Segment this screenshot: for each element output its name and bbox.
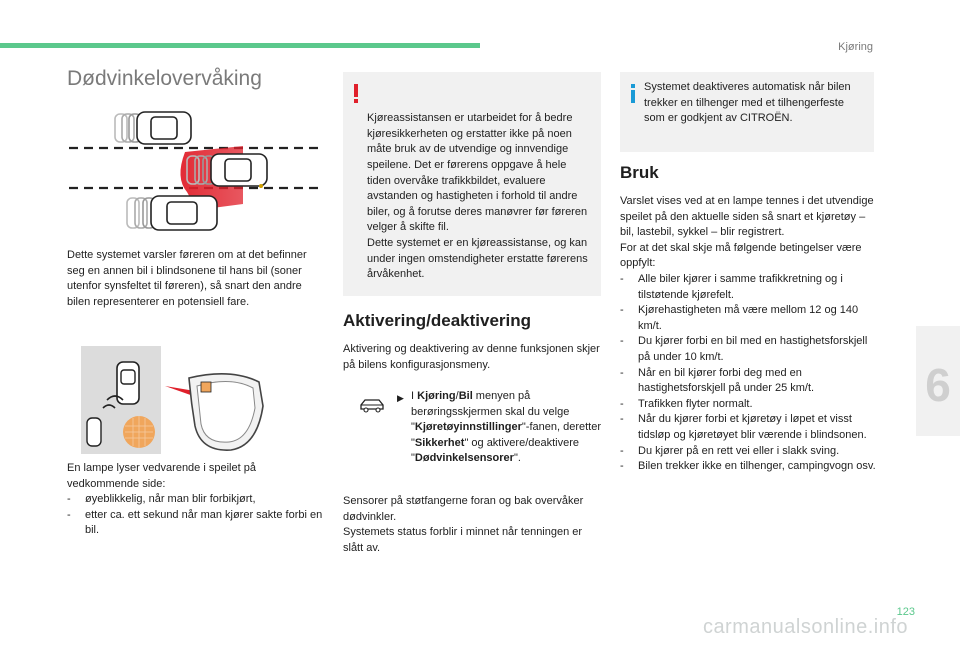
- info-box: [620, 72, 874, 152]
- lamp-description: [67, 461, 325, 539]
- mirror-lamp-illustration: [81, 346, 267, 454]
- list-item: - Du kjører på en rett vei eller i slakk sving.: [620, 444, 878, 460]
- car-bottom-icon: [127, 196, 217, 230]
- list-item: - Du kjører forbi en bil med en hastighetsforskjell på under 10 km/t.: [620, 334, 878, 365]
- step-text-3: menyen på berøringsskjermen skal du velge ": [411, 390, 570, 434]
- step-text-1: I: [411, 390, 418, 402]
- list-item: - øyeblikkelig, når man blir forbikjørt,: [67, 492, 325, 508]
- menu-kjoring: Kjøring: [417, 390, 456, 402]
- activation-step: [343, 389, 601, 489]
- section-heading-activation: Aktivering/deaktivering: [343, 311, 532, 330]
- conditions-list: [620, 272, 878, 475]
- chapter-number: 6: [925, 359, 951, 411]
- warning-box: [343, 72, 601, 296]
- lamp-text: En lampe lyser vedvarende i speilet på vedkommende side:: [67, 462, 256, 490]
- step-text-5: " og aktivere/deaktivere ": [411, 436, 580, 465]
- step-text-6: ".: [513, 452, 521, 465]
- step-text-2: /: [455, 390, 459, 402]
- lamp-list: [67, 492, 325, 539]
- list-item: - Bilen trekker ikke en tilhenger, campingvogn osv.: [620, 459, 878, 475]
- step-text-4: "-fanen, deretter ": [411, 421, 601, 449]
- info-icon: [628, 84, 638, 104]
- list-item: - Når du kjører forbi et kjøretøy i løpet et visst tidsløp og kjøretøyet blir værende i blindsonen.: [620, 412, 878, 443]
- list-item: - Alle biler kjører i samme trafikkretning og i tilstøtende kjørefelt.: [620, 272, 878, 303]
- header-accent-bar: [0, 43, 480, 48]
- car-top-icon: [115, 112, 191, 144]
- sensors-paragraph: Sensorer på støtfangerne foran og bak overvåker dødvinkler. Systemets status forblir i minnet når tenningen er slått av.: [343, 495, 584, 554]
- page-number: 123: [896, 606, 915, 618]
- tab-kjoretoyinnstillinger: Kjøretøyinnstillinger: [414, 421, 522, 434]
- triangle-right-icon: ▶: [397, 393, 404, 403]
- chapter-tab: [916, 326, 960, 436]
- list-item: - Kjørehastigheten må være mellom 12 og 140 km/t.: [620, 303, 878, 334]
- page-title: Dødvinkelovervåking: [67, 67, 262, 90]
- list-item: - etter ca. ett sekund når man kjører sakte forbi en bil.: [67, 508, 325, 539]
- activation-intro: Aktivering og deaktivering av denne funksjonen skjer på bilens konfigurasjonsmeny.: [343, 343, 600, 371]
- blind-spot-illustration: [67, 106, 325, 236]
- warning-text: Kjøreassistansen er utarbeidet for å bedre kjøresikkerheten og erstatter ikke på noen måte bruk av de utvendige og innvendige speilene. Det er førerens oppgave å hele tiden overvåke trafikkbildet, evaluere avstanden og hastigheten i forhold til andre biler, og å forutse deres manøvrer før føreren velger å skifte fil. Dette systemet er en kjøreassistanse, og kan under ingen omstendigheter erstatte førerens årvåkenhet.: [367, 112, 588, 281]
- tab-sikkerhet: Sikkerhet: [414, 436, 465, 449]
- step-text: [397, 389, 601, 467]
- watermark: carmanualsonline.info: [702, 616, 908, 638]
- exclamation-icon: [351, 84, 361, 104]
- menu-bil: Bil: [458, 390, 473, 402]
- info-text: Systemet deaktiveres automatisk når bilen trekker en tilhenger med et tilhengerfeste som er godkjent av CITROËN.: [644, 81, 851, 125]
- intro-paragraph: Dette systemet varsler føreren om at det befinner seg en annen bil i blindsonene til hans bil (soner utenfor synsfeltet til føreren), så snart den andre bilen representerer en potensiell fare.: [67, 249, 307, 308]
- list-item: - Når en bil kjører forbi deg med en hastighetsforskjell på under 25 km/t.: [620, 366, 878, 397]
- list-item: - Trafikken flyter normalt.: [620, 397, 878, 413]
- bruk-intro: Varslet vises ved at en lampe tennes i det utvendige speilet på den aktuelle siden så snart et kjøretøy – bil, lastebil, sykkel – blir registrert. For at det skal skje må følgende betingelser være oppfylt:: [620, 195, 874, 270]
- section-heading-bruk: Bruk: [620, 163, 659, 182]
- car-icon: [359, 397, 385, 413]
- section-label: Kjøring: [838, 41, 873, 53]
- option-dodvinkelsensorer: Dødvinkelsensorer: [414, 452, 514, 465]
